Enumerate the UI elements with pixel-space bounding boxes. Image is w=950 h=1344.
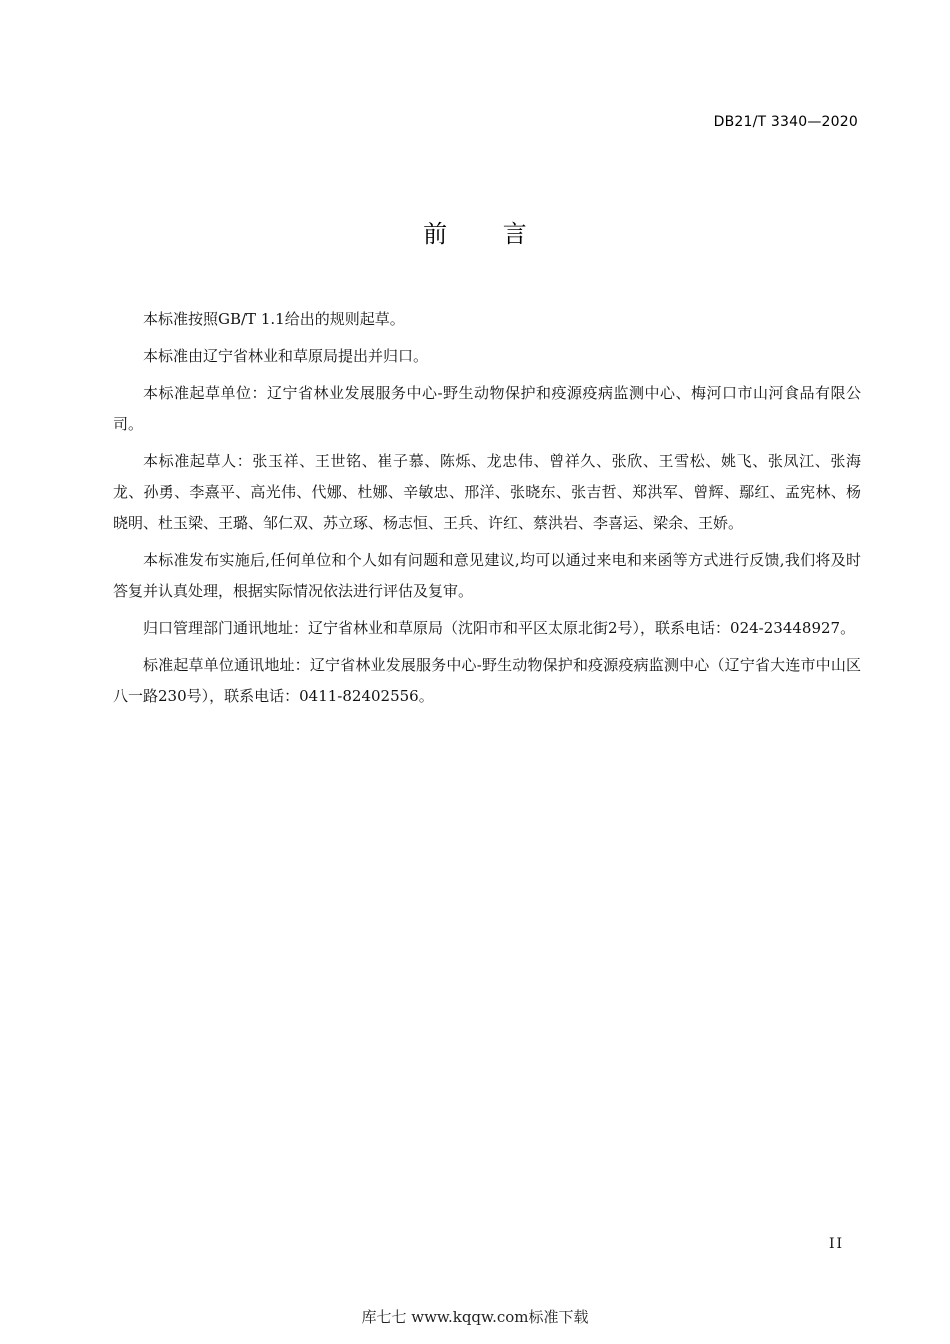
footer-watermark: 库七七 www.kqqw.com标准下载 xyxy=(361,1308,589,1326)
paragraph-admin-address: 归口管理部门通讯地址：辽宁省林业和草原局（沈阳市和平区太原北街2号），联系电话：024-23448927。 xyxy=(143,619,856,637)
paragraph-drafting-rules: 本标准按照GB/T 1.1给出的规则起草。 xyxy=(143,310,405,328)
paragraph-feedback: 本标准发布实施后,任何单位和个人如有问题和意见建议,均可以通过来电和来函等方式进行反馈,我们将及时答复并认真处理，根据实际情况依法进行评估及复审。 xyxy=(113,551,861,600)
foreword-body xyxy=(113,304,861,718)
document-code: DB21/T 3340—2020 xyxy=(713,114,858,130)
paragraph-drafter-address: 标准起草单位通讯地址：辽宁省林业发展服务中心-野生动物保护和疫源疫病监测中心（辽宁省大连市中山区八一路230号），联系电话：0411-82402556。 xyxy=(113,656,861,705)
page-number: II xyxy=(828,1236,844,1252)
paragraph-drafters: 本标准起草人：张玉祥、王世铭、崔子慕、陈烁、龙忠伟、曾祥久、张欣、王雪松、姚飞、张凤江、张海龙、孙勇、李熹平、高光伟、代娜、杜娜、辛敏忠、邢洋、张晓东、张吉哲、郑洪军、曾辉、鄢红、孟宪林、杨晓明、杜玉梁、王璐、邹仁双、苏立琢、杨志恒、王兵、许红、蔡洪岩、李喜运、梁余、王娇。 xyxy=(113,452,861,532)
paragraph-drafting-units: 本标准起草单位：辽宁省林业发展服务中心-野生动物保护和疫源疫病监测中心、梅河口市山河食品有限公司。 xyxy=(113,384,861,433)
page-title: 前 言 xyxy=(423,220,551,248)
paragraph-proposer: 本标准由辽宁省林业和草原局提出并归口。 xyxy=(143,347,429,365)
